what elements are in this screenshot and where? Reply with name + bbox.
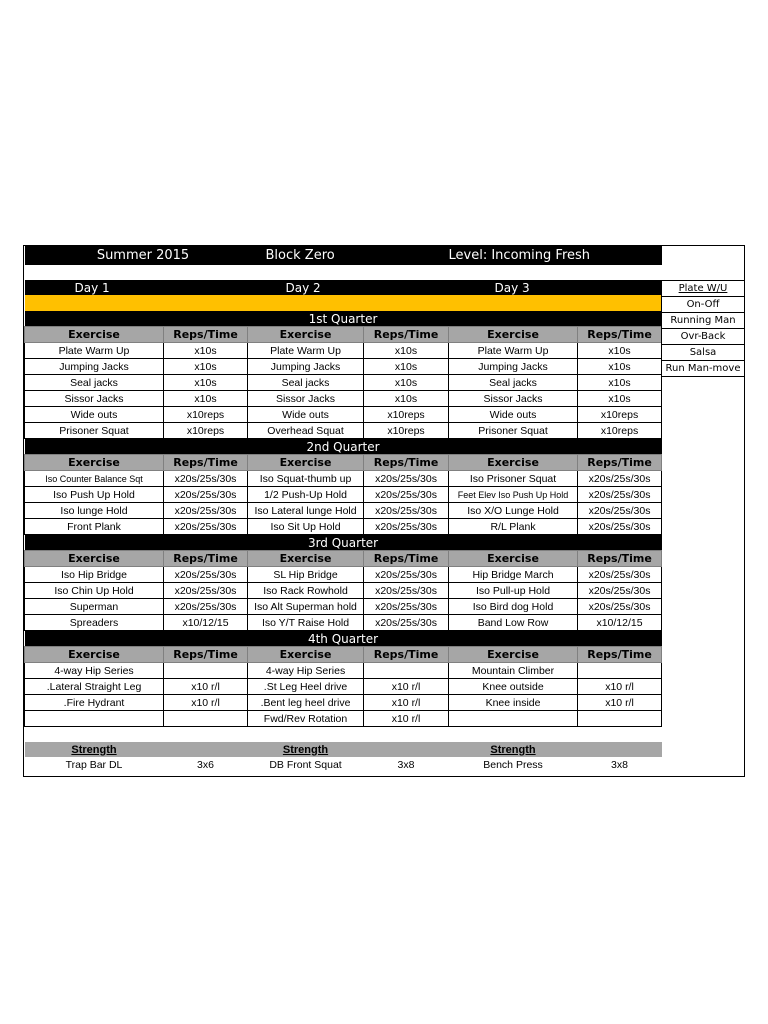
- reps-cell: x20s/25s/30s: [164, 503, 248, 519]
- reps-cell: x20s/25s/30s: [578, 487, 662, 503]
- reps-cell: x10s: [578, 343, 662, 359]
- column-header-row: [25, 647, 662, 663]
- reps-cell: x20s/25s/30s: [164, 583, 248, 599]
- table-row: [25, 471, 662, 487]
- day-2-label: Day 2: [248, 280, 449, 295]
- table-row: [25, 711, 662, 727]
- reps-cell: x10 r/l: [164, 695, 248, 711]
- reps-cell: x10s: [578, 375, 662, 391]
- exercise-cell: Iso Prisoner Squat: [449, 471, 578, 487]
- exercise-cell: Iso Bird dog Hold: [449, 599, 578, 615]
- day-3-label: Day 3: [449, 280, 662, 295]
- strength-sets: 3x8: [397, 759, 415, 771]
- exercise-cell: Iso Chin Up Hold: [25, 583, 164, 599]
- reps-cell: [364, 663, 449, 679]
- exercise-cell: Iso Y/T Raise Hold: [248, 615, 364, 631]
- strength-header-row: [25, 742, 662, 757]
- table-row: [25, 583, 662, 599]
- exercise-cell: Superman: [25, 599, 164, 615]
- exercise-cell: 1/2 Push-Up Hold: [248, 487, 364, 503]
- reps-cell: x10 r/l: [578, 695, 662, 711]
- table-row: [25, 567, 662, 583]
- reps-header: Reps/Time: [364, 327, 449, 343]
- exercise-cell: Iso lunge Hold: [25, 503, 164, 519]
- exercise-cell: Jumping Jacks: [449, 359, 578, 375]
- reps-cell: x10reps: [164, 407, 248, 423]
- exercise-cell: Feet Elev Iso Push Up Hold: [449, 487, 578, 503]
- reps-header: Reps/Time: [578, 647, 662, 663]
- exercise-header: Exercise: [25, 647, 164, 663]
- reps-cell: x20s/25s/30s: [578, 583, 662, 599]
- exercise-cell: Iso Pull-up Hold: [449, 583, 578, 599]
- exercise-cell: 4-way Hip Series: [25, 663, 164, 679]
- exercise-cell: Wide outs: [449, 407, 578, 423]
- reps-cell: x20s/25s/30s: [578, 519, 662, 535]
- exercise-cell: Plate Warm Up: [248, 343, 364, 359]
- reps-cell: x10s: [164, 359, 248, 375]
- exercise-cell: Seal jacks: [449, 375, 578, 391]
- reps-cell: x20s/25s/30s: [364, 599, 449, 615]
- reps-cell: x10/12/15: [578, 615, 662, 631]
- movement-item: On-Off: [661, 296, 745, 312]
- sheet-title: Summer 2015: [25, 246, 248, 265]
- table-row: [25, 343, 662, 359]
- reps-cell: x10s: [364, 375, 449, 391]
- block-name: Block Zero: [248, 246, 449, 265]
- exercise-cell: [25, 711, 164, 727]
- reps-cell: x10s: [364, 343, 449, 359]
- table-row: [25, 679, 662, 695]
- level-label: Level: Incoming Fresh: [449, 246, 662, 265]
- exercise-cell: Plate Warm Up: [449, 343, 578, 359]
- reps-cell: x20s/25s/30s: [364, 567, 449, 583]
- reps-cell: x10reps: [364, 423, 449, 439]
- reps-cell: x10 r/l: [364, 679, 449, 695]
- reps-header: Reps/Time: [364, 551, 449, 567]
- reps-cell: x20s/25s/30s: [364, 519, 449, 535]
- exercise-cell: Wide outs: [25, 407, 164, 423]
- exercise-cell: Jumping Jacks: [25, 359, 164, 375]
- reps-cell: x20s/25s/30s: [164, 519, 248, 535]
- reps-cell: x10reps: [164, 423, 248, 439]
- table-row: [25, 407, 662, 423]
- exercise-header: Exercise: [25, 455, 164, 471]
- reps-cell: [164, 663, 248, 679]
- reps-cell: x10 r/l: [364, 695, 449, 711]
- table-row: [25, 359, 662, 375]
- quarter-header: [25, 631, 662, 647]
- exercise-header: Exercise: [449, 551, 578, 567]
- reps-cell: x10reps: [578, 407, 662, 423]
- reps-cell: x10 r/l: [164, 679, 248, 695]
- exercise-cell: Sissor Jacks: [248, 391, 364, 407]
- exercise-cell: Iso Lateral lunge Hold: [248, 503, 364, 519]
- exercise-cell: Sissor Jacks: [25, 391, 164, 407]
- reps-cell: x20s/25s/30s: [364, 487, 449, 503]
- table-row: [25, 423, 662, 439]
- exercise-cell: Iso Hip Bridge: [25, 567, 164, 583]
- reps-cell: x20s/25s/30s: [578, 599, 662, 615]
- exercise-cell: Plate Warm Up: [25, 343, 164, 359]
- strength-label: Strength: [449, 742, 578, 757]
- strength-row: [25, 757, 662, 773]
- reps-cell: x10reps: [578, 423, 662, 439]
- reps-cell: x10s: [164, 391, 248, 407]
- reps-cell: x20s/25s/30s: [578, 567, 662, 583]
- reps-cell: [578, 711, 662, 727]
- movement-item: Ovr-Back: [661, 328, 745, 344]
- exercise-cell: Band Low Row: [449, 615, 578, 631]
- strength-label: Strength: [248, 742, 364, 757]
- workout-table: [24, 246, 662, 773]
- table-row: [25, 695, 662, 711]
- quarter-title: 4th Quarter: [25, 631, 662, 647]
- quarter-header: [25, 535, 662, 551]
- reps-cell: x20s/25s/30s: [364, 503, 449, 519]
- table-row: [25, 503, 662, 519]
- exercise-header: Exercise: [25, 327, 164, 343]
- day-1-label: Day 1: [25, 280, 248, 295]
- table-row: [25, 519, 662, 535]
- reps-cell: x10s: [578, 359, 662, 375]
- exercise-cell: Knee inside: [449, 695, 578, 711]
- reps-cell: x20s/25s/30s: [578, 503, 662, 519]
- movement-item: Salsa: [661, 344, 745, 360]
- exercise-cell: Spreaders: [25, 615, 164, 631]
- exercise-cell: Hip Bridge March: [449, 567, 578, 583]
- strength-exercise: Trap Bar DL: [65, 759, 123, 771]
- exercise-cell: Prisoner Squat: [25, 423, 164, 439]
- movement-item: Run Man-move: [661, 360, 745, 377]
- exercise-header: Exercise: [25, 551, 164, 567]
- exercise-header: Exercise: [248, 455, 364, 471]
- exercise-cell: Knee outside: [449, 679, 578, 695]
- reps-cell: x20s/25s/30s: [164, 471, 248, 487]
- reps-cell: x20s/25s/30s: [578, 471, 662, 487]
- exercise-cell: .St Leg Heel drive: [248, 679, 364, 695]
- exercise-cell: Front Plank: [25, 519, 164, 535]
- column-header-row: [25, 327, 662, 343]
- reps-header: Reps/Time: [364, 455, 449, 471]
- reps-cell: x10s: [578, 391, 662, 407]
- reps-header: Reps/Time: [578, 455, 662, 471]
- table-row: [25, 663, 662, 679]
- exercise-cell: Jumping Jacks: [248, 359, 364, 375]
- reps-cell: x20s/25s/30s: [164, 599, 248, 615]
- reps-header: Reps/Time: [164, 551, 248, 567]
- table-row: [25, 391, 662, 407]
- table-row: [25, 487, 662, 503]
- table-row: [25, 615, 662, 631]
- movement-item: Plate W/U: [661, 280, 745, 296]
- exercise-cell: Seal jacks: [25, 375, 164, 391]
- exercise-cell: Iso Squat-thumb up: [248, 471, 364, 487]
- exercise-header: Exercise: [449, 647, 578, 663]
- exercise-cell: .Bent leg heel drive: [248, 695, 364, 711]
- exercise-cell: .Lateral Straight Leg: [25, 679, 164, 695]
- strength-label: Strength: [25, 742, 164, 757]
- exercise-cell: .Fire Hydrant: [25, 695, 164, 711]
- reps-cell: x20s/25s/30s: [364, 615, 449, 631]
- reps-header: Reps/Time: [164, 647, 248, 663]
- strength-exercise: DB Front Squat: [269, 759, 342, 771]
- column-header-row: [25, 551, 662, 567]
- reps-cell: [164, 711, 248, 727]
- exercise-cell: Iso Push Up Hold: [25, 487, 164, 503]
- exercise-cell: Wide outs: [248, 407, 364, 423]
- workout-sheet: [23, 245, 745, 777]
- exercise-header: Exercise: [248, 647, 364, 663]
- strength-exercise: Bench Press: [483, 759, 543, 771]
- exercise-cell: Iso Rack Rowhold: [248, 583, 364, 599]
- exercise-cell: Mountain Climber: [449, 663, 578, 679]
- reps-cell: x10reps: [364, 407, 449, 423]
- exercise-header: Exercise: [248, 327, 364, 343]
- reps-cell: x10s: [164, 343, 248, 359]
- quarter-title: 3rd Quarter: [25, 535, 662, 551]
- reps-header: Reps/Time: [578, 551, 662, 567]
- quarter-title: 2nd Quarter: [25, 439, 662, 455]
- reps-header: Reps/Time: [164, 455, 248, 471]
- exercise-cell: R/L Plank: [449, 519, 578, 535]
- strength-sets: 3x6: [197, 759, 214, 771]
- reps-cell: x10s: [164, 375, 248, 391]
- exercise-cell: Iso Counter Balance Sqt: [25, 471, 164, 487]
- exercise-cell: Sissor Jacks: [449, 391, 578, 407]
- exercise-cell: Iso X/O Lunge Hold: [449, 503, 578, 519]
- table-row: [25, 599, 662, 615]
- exercise-cell: SL Hip Bridge: [248, 567, 364, 583]
- exercise-header: Exercise: [248, 551, 364, 567]
- reps-cell: x10s: [364, 391, 449, 407]
- quarter-header: [25, 439, 662, 455]
- reps-header: Reps/Time: [364, 647, 449, 663]
- reps-cell: [578, 663, 662, 679]
- reps-cell: x10s: [364, 359, 449, 375]
- movement-list: [661, 280, 745, 377]
- reps-cell: x20s/25s/30s: [364, 583, 449, 599]
- title-row: [25, 246, 662, 265]
- column-header-row: [25, 455, 662, 471]
- reps-header: Reps/Time: [578, 327, 662, 343]
- exercise-header: Exercise: [449, 327, 578, 343]
- exercise-cell: 4-way Hip Series: [248, 663, 364, 679]
- exercise-cell: Fwd/Rev Rotation: [248, 711, 364, 727]
- exercise-cell: Seal jacks: [248, 375, 364, 391]
- reps-cell: x20s/25s/30s: [364, 471, 449, 487]
- exercise-cell: Prisoner Squat: [449, 423, 578, 439]
- exercise-cell: Iso Alt Superman hold: [248, 599, 364, 615]
- day-row: [25, 280, 662, 295]
- reps-cell: x20s/25s/30s: [164, 487, 248, 503]
- quarter-header: [25, 311, 662, 327]
- reps-cell: x20s/25s/30s: [164, 567, 248, 583]
- movement-item: Running Man: [661, 312, 745, 328]
- exercise-cell: Overhead Squat: [248, 423, 364, 439]
- reps-header: Reps/Time: [164, 327, 248, 343]
- quarter-title: 1st Quarter: [25, 311, 662, 327]
- exercise-cell: [449, 711, 578, 727]
- table-row: [25, 375, 662, 391]
- exercise-cell: Iso Sit Up Hold: [248, 519, 364, 535]
- exercise-header: Exercise: [449, 455, 578, 471]
- reps-cell: x10/12/15: [164, 615, 248, 631]
- highlight-bar: [25, 295, 662, 311]
- reps-cell: x10 r/l: [364, 711, 449, 727]
- strength-sets: 3x8: [611, 759, 628, 771]
- reps-cell: x10 r/l: [578, 679, 662, 695]
